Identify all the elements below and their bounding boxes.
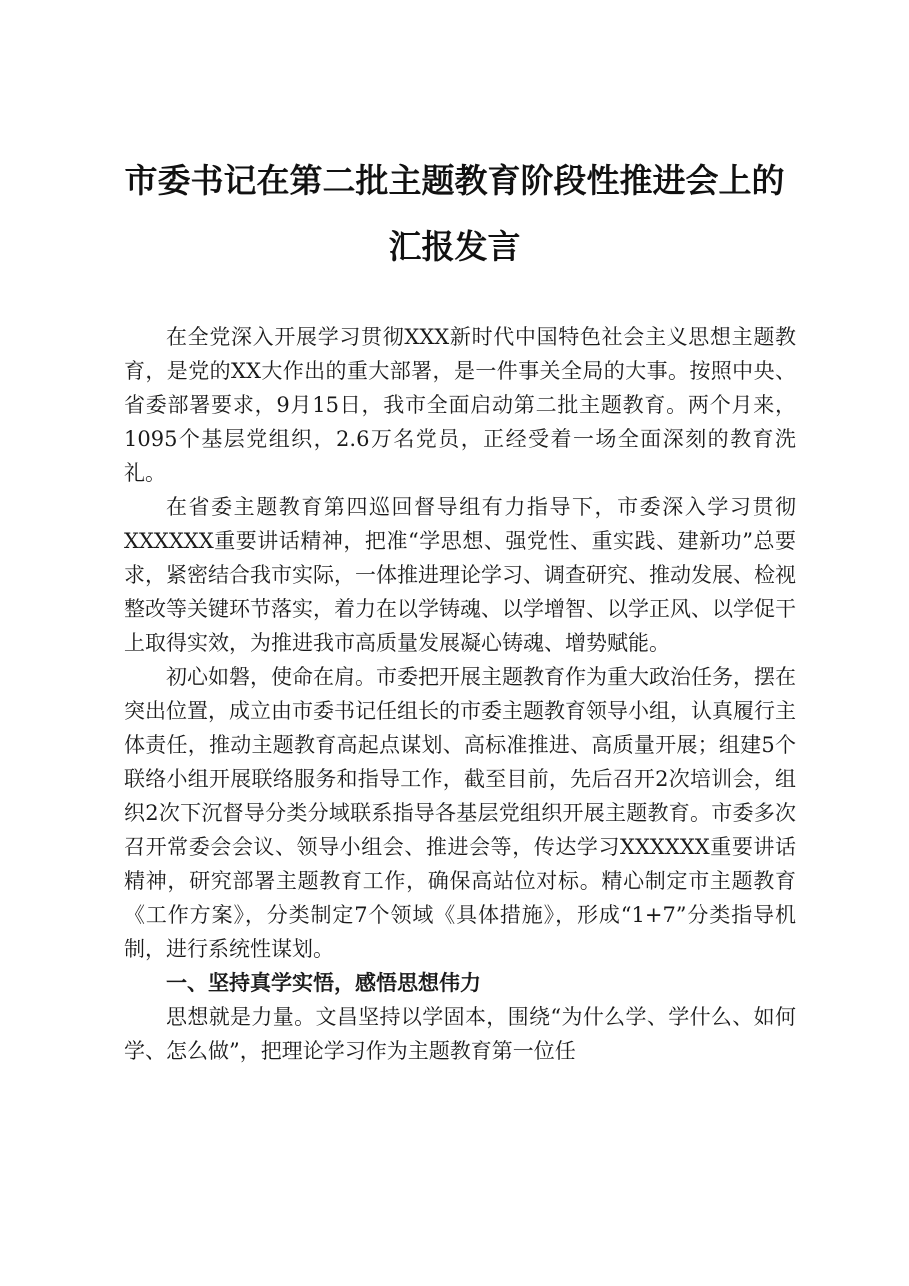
paragraph-thought: 思想就是力量。文昌坚持以学固本，围绕“为什么学、学什么、如何学、怎么做”，把理论学习作为主题教育第一位任	[124, 1005, 796, 1063]
paragraph-mission: 初心如磐，使命在肩。市委把开展主题教育作为重大政治任务，摆在突出位置，成立由市委书记任组长的市委主题教育领导小组，认真履行主体责任，推动主题教育高起点谋划、高标准推进、高质量开展；组建5个联络小组开展联络服务和指导工作，截至目前，先后召开2次培训会，组织2次下沉督导分类分域联系指导各基层党组织开展主题教育。市委多次召开常委会会议、领导小组会、推进会等，传达学习XXXXXX重要讲话精神，研究部署主题教育工作，确保高站位对标。精心制定市主题教育《工作方案》，分类制定7个领域《具体措施》，形成“1+7”分类指导机制，进行系统性谋划。	[124, 665, 796, 961]
section-heading: 一、坚持真学实悟，感悟思想伟力	[166, 971, 481, 995]
document-body	[124, 320, 796, 1068]
paragraph-intro: 在全党深入开展学习贯彻XXX新时代中国特色社会主义思想主题教育，是党的XX大作出的重大部署，是一件事关全局的大事。按照中央、省委部署要求，9月15日，我市全面启动第二批主题教育。两个月来，1095个基层党组织，2.6万名党员，正经受着一场全面深刻的教育洗礼。	[124, 325, 796, 485]
document-title-line-2: 汇报发言	[388, 227, 521, 266]
paragraph-guidance: 在省委主题教育第四巡回督导组有力指导下，市委深入学习贯彻XXXXXX重要讲话精神，把准“学思想、强党性、重实践、建新功”总要求，紧密结合我市实际，一体推进理论学习、调查研究、推动发展、检视整改等关键环节落实，着力在以学铸魂、以学增智、以学正风、以学促干上取得实效，为推进我市高质量发展凝心铸魂、增势赋能。	[124, 495, 796, 655]
document-title-line-1: 市委书记在第二批主题教育阶段性推进会上的	[124, 161, 785, 200]
